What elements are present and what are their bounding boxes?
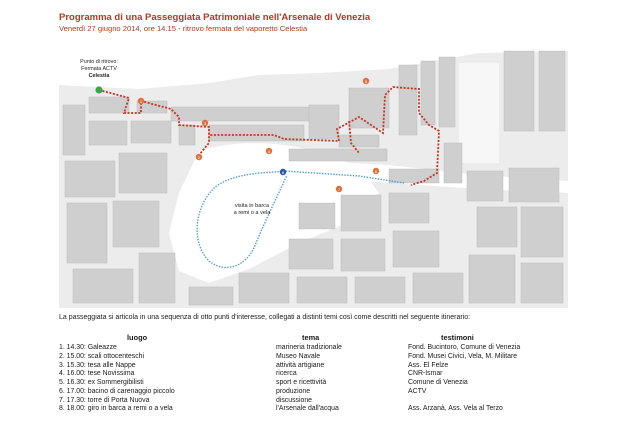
testimoni-cell: ACTV (408, 387, 427, 395)
luogo-cell: 7. 17.30: torre di Porta Nuova (59, 396, 150, 404)
luogo-column (59, 344, 175, 414)
luogo-cell: 3. 15.30: tesa alle Nappe (59, 361, 136, 369)
tema-cell: attività artigiane (276, 361, 325, 369)
luogo-cell: 2. 15.00: scali ottocenteschi (59, 352, 145, 360)
stop-5-number: 5 (364, 79, 368, 84)
tema-cell: Museo Navale (276, 352, 321, 360)
testimoni-cell: Fond. Musei Civici, Vela, M. Militare (408, 352, 518, 360)
stop-1-number: 1 (139, 99, 143, 104)
stop-3-number: 3 (203, 121, 207, 126)
luogo-cell: 5. 16.30: ex Sommergibilisti (59, 379, 144, 386)
stop-2-number: 2 (197, 155, 201, 160)
boat-label-2: a remi o a vela (233, 210, 271, 216)
tema-cell: l'Arsenale dall'acqua (276, 405, 339, 413)
stop-5-marker (363, 78, 369, 84)
stop-4-marker (266, 148, 272, 154)
stop-8-marker (280, 169, 286, 175)
luogo-cell: 1. 14.30: Galeazze (59, 344, 117, 351)
tema-column (276, 344, 342, 414)
page-title: Programma di una Passeggiata Patrimoniale nell'Arsenale di Venezia (59, 12, 371, 23)
intro-text: La passeggiata si articola in una sequenza di otto punti d'interesse, collegati a distinti temi così come descritti nel seguente itinerario: (59, 314, 471, 321)
tema-cell: marineria tradizionale (276, 344, 342, 351)
stop-7-marker (336, 186, 342, 192)
meeting-point-marker (95, 86, 102, 93)
testimoni-cell: Ass. El Felze (408, 361, 449, 369)
stop-2-marker (196, 154, 202, 160)
testimoni-cell: CNR-Ismar (408, 370, 443, 378)
testimoni-cell: Comune di Venezia (408, 379, 468, 386)
meeting-label-1: Punto di ritrovo: (80, 59, 118, 65)
header-tema: tema (302, 333, 320, 342)
luogo-cell: 8. 18.00: giro in barca a remi o a vela (59, 405, 173, 413)
tema-cell: sport e ricettività (276, 379, 327, 386)
luogo-cell: 4. 16.00: tese Novissima (59, 370, 135, 378)
stop-3-marker (202, 120, 208, 126)
stop-4-number: 4 (267, 149, 271, 154)
luogo-cell: 6. 17.00: bacino di carenaggio piccolo (59, 387, 175, 395)
tema-cell: discussione (276, 396, 313, 404)
stop-6-number: 6 (374, 169, 378, 174)
arsenale-map (59, 43, 568, 308)
header-testimoni: testimoni (441, 333, 474, 342)
testimoni-cell (408, 397, 520, 406)
page-subtitle: Venerdì 27 giugno 2014, ore 14.15 - ritrovo fermata del vaporetto Celestia (59, 24, 308, 33)
stop-8-number: 8 (281, 170, 285, 175)
stop-7-number: 7 (337, 187, 341, 192)
tema-cell: ricerca (276, 370, 297, 378)
testimoni-cell: Ass. Arzanà, Ass. Vela al Terzo (408, 405, 503, 413)
map-yard (459, 63, 499, 163)
testimoni-column (408, 344, 520, 414)
stop-6-marker (373, 168, 379, 174)
tema-cell: produzione (276, 387, 311, 395)
testimoni-cell: Fond. Bucintoro, Comune di Venezia (408, 344, 521, 351)
meeting-label-2: Fermata ACTV (81, 66, 117, 72)
boat-label-1: visita in barca (234, 203, 270, 209)
header-luogo: luogo (127, 333, 148, 342)
meeting-label-3: Celestia (88, 73, 110, 79)
stop-1-marker (138, 98, 144, 104)
